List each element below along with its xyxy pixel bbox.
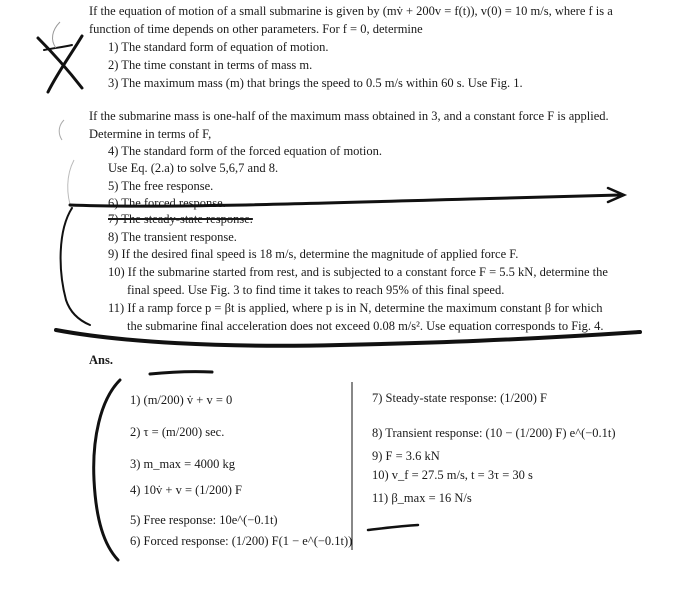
answer-4: 4) 10v̇ + v = (1/200) F <box>130 483 243 497</box>
answer-6: 6) Forced response: (1/200) F(1 − e^(−0.1t)) <box>130 534 353 548</box>
answer-8: 8) Transient response: (10 − (1/200) F) e^(−0.1t) <box>372 426 616 440</box>
question-2: 2) The time constant in terms of mass m. <box>108 58 313 72</box>
question-10-line-2: final speed. Use Fig. 3 to find time it takes to reach 95% of this final speed. <box>127 283 505 297</box>
answer-1: 1) (m/200) v̇ + v = 0 <box>130 393 233 407</box>
question-3: 3) The maximum mass (m) that brings the speed to 0.5 m/s within 60 s. Use Fig. 1. <box>108 76 523 90</box>
question-10-line-1: 10) If the submarine started from rest, and is subjected to a constant force F = 5.5 kN, determine the <box>108 265 608 279</box>
question-8: 8) The transient response. <box>108 230 237 244</box>
question-5: 5) The free response. <box>108 179 214 193</box>
intro-line-2: function of time depends on other parameters. For f = 0, determine <box>89 22 423 36</box>
answer-2: 2) τ = (m/200) sec. <box>130 425 225 439</box>
question-6: 6) The forced response. <box>108 196 226 210</box>
condition-line-2: Determine in terms of F, <box>89 127 212 141</box>
instruction-eq-2a: Use Eq. (2.a) to solve 5,6,7 and 8. <box>108 161 279 175</box>
question-1: 1) The standard form of equation of motion. <box>108 40 329 54</box>
question-4: 4) The standard form of the forced equation of motion. <box>108 144 382 158</box>
answer-5: 5) Free response: 10e^(−0.1t) <box>130 513 278 527</box>
answers-heading: Ans. <box>89 353 113 367</box>
question-7: 7) The steady-state response. <box>108 212 253 226</box>
question-11-line-2: the submarine final acceleration does not exceed 0.08 m/s². Use equation corresponds to Fig. 4. <box>127 319 604 333</box>
condition-line-1: If the submarine mass is one-half of the maximum mass obtained in 3, and a constant force F is applied. <box>89 109 609 123</box>
answer-10: 10) v_f = 27.5 m/s, t = 3τ = 30 s <box>372 468 533 482</box>
question-11-line-1: 11) If a ramp force p = βt is applied, where p is in N, determine the maximum constant β for which <box>108 301 603 315</box>
question-9: 9) If the desired final speed is 18 m/s, determine the magnitude of applied force F. <box>108 247 519 261</box>
answer-11: 11) β_max = 16 N/s <box>372 491 472 505</box>
answer-7: 7) Steady-state response: (1/200) F <box>372 391 547 405</box>
answer-3: 3) m_max = 4000 kg <box>130 457 235 471</box>
intro-line-1: If the equation of motion of a small submarine is given by (mv̇ + 200v = f(t)), v(0) = 10 m/s, where f is a <box>89 4 613 18</box>
answer-9: 9) F = 3.6 kN <box>372 449 440 463</box>
